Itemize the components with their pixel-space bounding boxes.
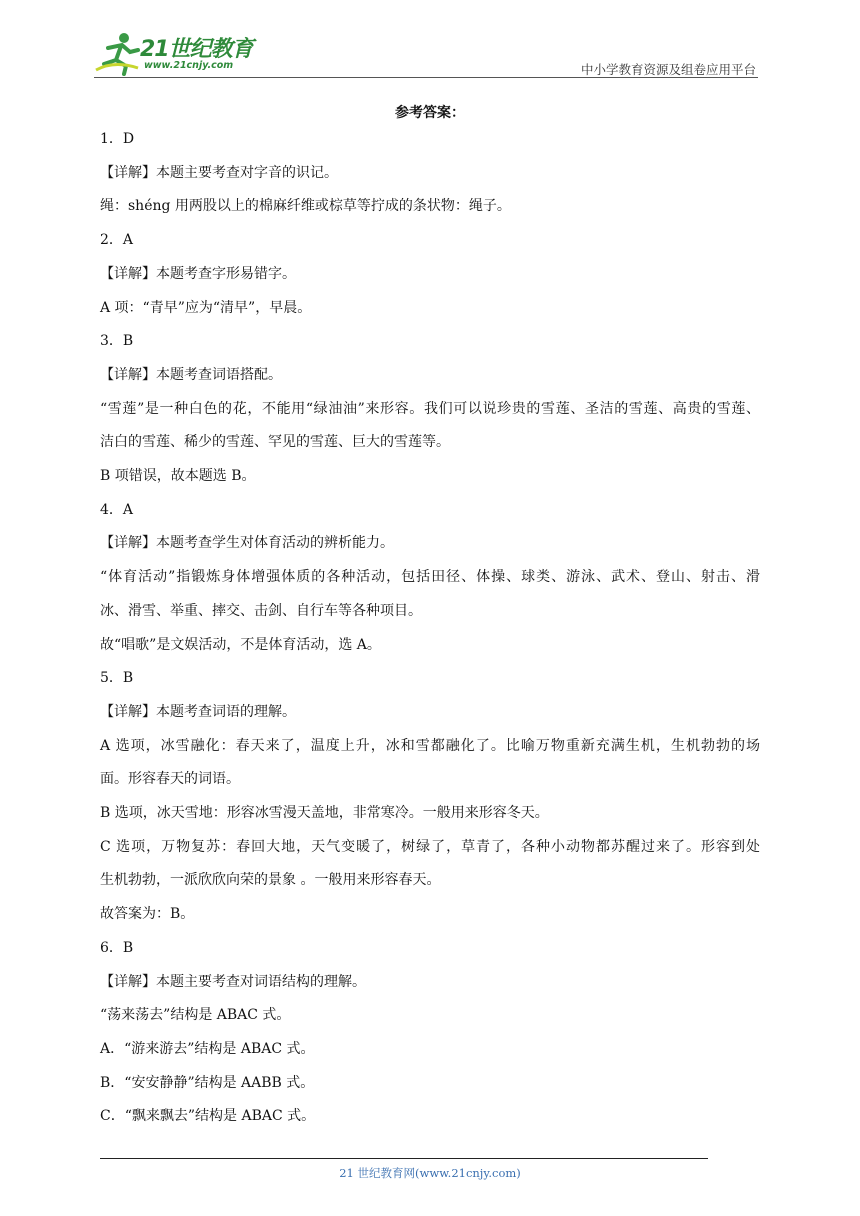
text-line: A 项：“青早”应为“清早”，早晨。 (100, 299, 312, 316)
site-logo[interactable] (94, 30, 264, 78)
page-title: 参考答案： (395, 105, 465, 121)
text-line: 【详解】本题主要考查对词语结构的理解。 (100, 973, 366, 990)
text-line: 5．B (100, 670, 134, 687)
text-line: 【详解】本题主要考查对字音的识记。 (100, 164, 338, 181)
text-line: 4．A (100, 501, 134, 518)
text-line: 3．B (100, 333, 134, 350)
answer-content (100, 123, 760, 1134)
text-line: 1．D (100, 131, 135, 147)
footer-divider (100, 1158, 708, 1159)
runner-logo-icon (94, 30, 142, 76)
text-line: 绳：shéng 用两股以上的棉麻纤维或棕草等拧成的条状物：绳子。 (100, 198, 511, 215)
text-line: C．“飘来飘去”结构是 ABAC 式。 (100, 1108, 316, 1125)
logo-text: 21世纪教育 (140, 37, 253, 62)
text-line: 2．A (100, 232, 134, 249)
text-line: C 选项，万物复苏：春回大地，天气变暖了，树绿了，草青了，各种小动物都苏醒过来了。形容到处 (100, 838, 760, 855)
text-line: 【详解】本题考查学生对体育活动的辨析能力。 (100, 535, 394, 552)
text-line: 故“唱歌”是文娱活动，不是体育活动，选 A。 (100, 636, 381, 653)
text-line: B 项错误，故本题选 B。 (100, 468, 256, 485)
page-header (0, 0, 860, 82)
text-line: A．“游来游去”结构是 ABAC 式。 (100, 1040, 315, 1057)
text-line: 【详解】本题考查词语的理解。 (100, 703, 296, 720)
text-line: 生机勃勃，一派欣欣向荣的景象 。一般用来形容春天。 (100, 872, 441, 889)
text-line: “雪莲”是一种白色的花，不能用“绿油油”来形容。我们可以说珍贵的雪莲、圣洁的雪莲、高贵的雪莲、 (100, 400, 760, 417)
text-line: 【详解】本题考查词语搭配。 (100, 366, 282, 383)
text-line: 冰、滑雪、举重、摔交、击剑、自行车等各种项目。 (100, 602, 422, 619)
logo-url: www.21cnjy.com (144, 60, 234, 71)
text-line: 【详解】本题考查字形易错字。 (100, 265, 296, 282)
text-line: 面。形容春天的词语。 (100, 771, 240, 788)
text-line: “体育活动”指锻炼身体增强体质的各种活动，包括田径、体操、球类、游泳、武术、登山、射击、滑 (100, 569, 760, 586)
text-line: B．“安安静静”结构是 AABB 式。 (100, 1074, 315, 1091)
text-line: 洁白的雪莲、稀少的雪莲、罕见的雪莲、巨大的雪莲等。 (100, 434, 450, 451)
text-line: A 选项，冰雪融化：春天来了，温度上升，冰和雪都融化了。比喻万物重新充满生机，生机勃勃的场 (100, 737, 760, 754)
text-line: B 选项，冰天雪地：形容冰雪漫天盖地，非常寒冷。一般用来形容冬天。 (100, 805, 549, 822)
footer-link[interactable]: 21 世纪教育网(www.21cnjy.com) (339, 1166, 521, 1180)
platform-name: 中小学教育资源及组卷应用平台 (580, 62, 756, 77)
text-line: 故答案为：B。 (100, 906, 195, 923)
text-line: “荡来荡去”结构是 ABAC 式。 (100, 1007, 291, 1024)
text-line: 6．B (100, 939, 134, 956)
header-divider (94, 77, 758, 78)
